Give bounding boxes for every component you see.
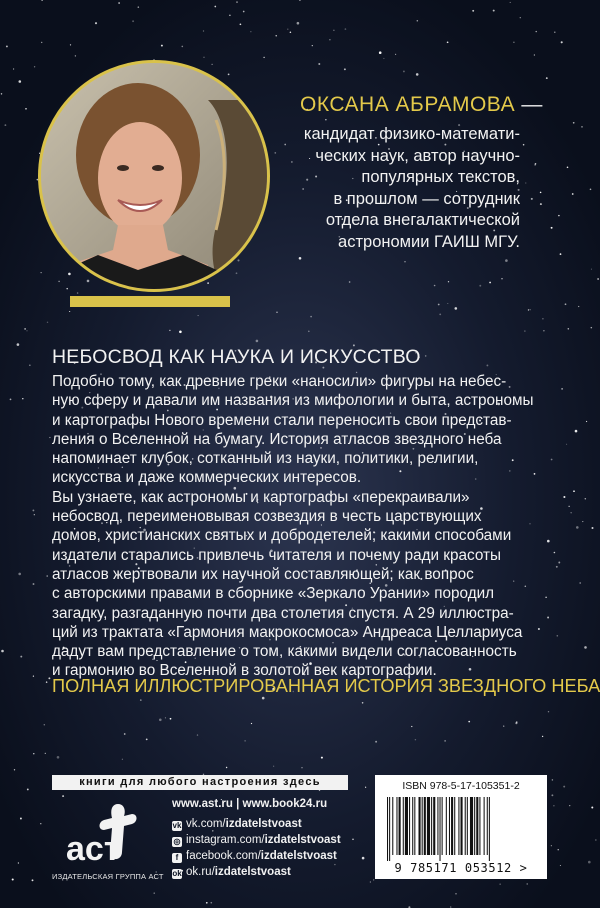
author-bio — [290, 124, 520, 254]
bio-line: астрономии ГАИШ МГУ. — [338, 232, 520, 251]
star — [493, 10, 495, 12]
star — [287, 29, 288, 30]
star — [540, 192, 542, 194]
star — [365, 787, 366, 788]
star — [597, 278, 599, 280]
barcode-bar — [414, 797, 415, 855]
star — [572, 193, 574, 195]
star — [229, 15, 230, 16]
star — [154, 893, 155, 894]
tagline: ПОЛНАЯ ИЛЛЮСТРИРОВАННАЯ ИСТОРИЯ ЗВЕЗДНОГО НЕБА — [52, 676, 600, 696]
ok-icon: ok — [172, 869, 182, 878]
bio-line: в прошлом — сотрудник — [333, 189, 520, 208]
bio-line: отдела внегалактической — [325, 211, 520, 230]
star — [586, 421, 587, 422]
star — [33, 583, 35, 585]
star — [425, 355, 427, 357]
star — [20, 818, 22, 820]
star — [14, 769, 15, 770]
blurb-line: небосвод, переименовывая созвездия в честь царствующих — [52, 508, 482, 526]
star — [308, 331, 310, 333]
barcode-bar — [489, 797, 490, 861]
star — [240, 23, 242, 25]
star — [33, 676, 34, 677]
website-links[interactable]: www.ast.ru | www.book24.ru — [172, 798, 328, 810]
star — [503, 725, 504, 726]
star — [489, 282, 491, 284]
barcode-bar — [465, 797, 466, 855]
star — [527, 883, 528, 884]
star — [588, 861, 591, 864]
star — [46, 681, 48, 683]
star — [275, 35, 276, 36]
barcode-bar — [474, 797, 475, 855]
star — [581, 126, 582, 127]
blurb-line: напоминает клубок, сотканный из науки, политики, религии, — [52, 450, 479, 468]
star — [447, 41, 449, 43]
star — [591, 327, 593, 329]
star — [565, 303, 567, 305]
star — [576, 526, 579, 529]
blurb-line: Подобно тому, как древние греки «наносили» фигуры на небес- — [52, 373, 507, 390]
star — [542, 736, 543, 737]
star — [403, 70, 405, 72]
star — [535, 163, 537, 165]
star — [554, 32, 555, 33]
barcode-bar — [427, 797, 430, 855]
star — [529, 309, 530, 310]
star — [32, 509, 34, 511]
star — [595, 839, 596, 840]
star — [197, 734, 198, 735]
blurb-line: ления о Вселенной на бумагу. История атласов звездного неба — [52, 430, 502, 448]
star — [553, 805, 554, 806]
star — [290, 32, 292, 34]
star — [49, 437, 50, 438]
star — [40, 823, 41, 824]
star — [525, 182, 526, 183]
star — [501, 278, 502, 279]
star — [321, 757, 323, 759]
star — [468, 721, 470, 723]
star — [210, 902, 212, 904]
barcode-bar — [470, 797, 473, 855]
star — [523, 144, 525, 146]
blurb-line: атласов жертвовали их научной составляющей; как вопрос — [52, 565, 474, 583]
star — [27, 788, 29, 790]
star — [4, 124, 6, 126]
star — [585, 498, 586, 499]
star — [540, 203, 542, 205]
isbn-barcode — [375, 775, 547, 879]
star — [575, 430, 578, 433]
star — [161, 45, 163, 47]
star — [57, 756, 60, 759]
star — [24, 328, 26, 330]
star — [568, 328, 570, 330]
star — [33, 753, 34, 754]
star — [416, 73, 419, 76]
star — [236, 1, 238, 3]
star — [203, 57, 204, 58]
barcode-bar — [442, 797, 443, 855]
blurb-line: ций из трактата «Гармония макрокосмоса» Андреаса Целлариуса — [52, 623, 523, 641]
blurb-line: дадут вам представление о том, какими видели согласованность — [52, 643, 517, 661]
star — [486, 364, 488, 366]
star — [77, 292, 79, 294]
star — [591, 806, 593, 808]
barcode-bar — [437, 797, 438, 855]
barcode-bar — [431, 797, 432, 855]
star — [516, 721, 518, 723]
star — [146, 739, 148, 741]
star — [243, 11, 245, 13]
star — [273, 766, 274, 767]
blurb-line: Вы узнаете, как астрономы и картографы «перекраивали» — [52, 488, 470, 506]
star — [25, 108, 27, 110]
star — [34, 66, 35, 67]
social-link-facebook[interactable]: f facebook.com/izdatelstvoast — [172, 850, 337, 863]
star — [567, 167, 569, 169]
barcode-bars — [383, 797, 539, 861]
facebook-icon: f — [172, 853, 182, 863]
star — [536, 31, 537, 32]
star — [312, 45, 313, 46]
star — [578, 306, 579, 307]
star — [513, 42, 515, 44]
star — [310, 316, 312, 318]
star — [500, 884, 501, 885]
section-title: НЕБОСВОД КАК НАУКА И ИСКУССТВО — [52, 346, 421, 368]
barcode-bar — [399, 797, 401, 855]
barcode-bar — [484, 797, 485, 855]
star — [582, 521, 583, 522]
star — [256, 340, 259, 343]
star — [560, 865, 561, 866]
star — [1, 93, 2, 94]
footer-slogan-strip: книги для любого настроения здесь — [52, 775, 348, 790]
star — [41, 42, 42, 43]
barcode-bar — [440, 797, 441, 861]
star — [573, 122, 575, 124]
star — [297, 22, 300, 25]
star — [383, 58, 384, 59]
decorative-gold-bar — [70, 296, 230, 307]
barcode-bar — [479, 797, 480, 855]
barcode-bar — [409, 797, 410, 855]
star — [543, 330, 544, 331]
star — [590, 188, 592, 190]
star — [138, 6, 140, 8]
barcode-bar — [487, 797, 488, 855]
star — [534, 54, 535, 55]
star — [548, 711, 549, 712]
star — [169, 330, 170, 331]
star — [325, 119, 326, 120]
bio-line: популярных текстов, — [361, 168, 520, 187]
star — [140, 699, 142, 701]
star — [505, 259, 508, 262]
star — [20, 656, 22, 658]
barcode-bar — [392, 797, 393, 855]
star — [22, 398, 23, 399]
star — [251, 723, 252, 724]
social-link-ok[interactable]: ok ok.ru/izdatelstvoast — [172, 866, 291, 878]
star — [345, 28, 347, 30]
star — [70, 44, 71, 45]
barcode-bar — [405, 797, 408, 855]
star — [45, 753, 46, 754]
star — [250, 31, 251, 32]
star — [34, 514, 35, 515]
barcode-bar — [454, 797, 455, 855]
star — [75, 55, 76, 56]
star — [118, 2, 120, 4]
barcode-bar — [476, 797, 478, 855]
star — [1, 650, 4, 653]
star — [18, 573, 21, 576]
barcode-bar — [419, 797, 421, 855]
star — [444, 740, 446, 742]
star — [159, 719, 162, 722]
star — [373, 879, 374, 880]
star — [591, 527, 593, 529]
instagram-icon: ◎ — [173, 837, 181, 846]
barcode-bar — [422, 797, 423, 855]
star — [274, 152, 276, 154]
star — [524, 331, 525, 332]
bio-line: ческих наук, автор научно- — [315, 146, 520, 165]
star — [434, 285, 436, 287]
star — [179, 331, 182, 334]
author-name-text: ОКСАНА АБРАМОВА — [300, 93, 516, 116]
star — [203, 30, 204, 31]
star — [276, 312, 277, 313]
star — [472, 10, 474, 12]
barcode-bar — [449, 797, 450, 855]
star — [560, 253, 562, 255]
barcode-bar — [412, 797, 413, 855]
star — [46, 575, 48, 577]
star — [301, 767, 302, 768]
star — [439, 313, 441, 315]
star — [479, 285, 481, 287]
star — [455, 307, 458, 310]
bio-line: кандидат физико-математи- — [303, 125, 520, 143]
star — [19, 80, 22, 83]
blurb-line: издатели старались привлечь читателя и почему ради красоты — [52, 546, 502, 564]
star — [528, 309, 529, 310]
blurb-line: и картографы Нового времени стали переносить свои представ- — [52, 411, 512, 429]
star — [558, 215, 559, 216]
star — [455, 893, 457, 895]
star — [558, 849, 559, 850]
star — [122, 759, 123, 760]
star — [32, 879, 34, 881]
author-photo — [38, 60, 270, 292]
star — [226, 767, 227, 768]
author-name-dash: — — [515, 93, 543, 116]
isbn-number: ISBN 978-5-17-105351-2 — [402, 780, 520, 792]
blurb-line: домов, христианских святых и добродетелей; какими способами — [52, 527, 512, 545]
star — [362, 857, 365, 860]
star — [542, 318, 544, 320]
barcode-bar — [403, 797, 404, 855]
star — [551, 227, 553, 229]
star — [510, 2, 511, 3]
star — [379, 51, 382, 54]
star — [6, 45, 8, 47]
star — [262, 697, 265, 700]
star — [18, 862, 19, 863]
barcode-bar — [389, 797, 390, 861]
star — [62, 795, 64, 797]
star — [344, 68, 346, 70]
star — [395, 54, 396, 55]
barcode-bar — [467, 797, 468, 855]
star — [214, 6, 216, 8]
star — [447, 303, 448, 304]
star — [531, 198, 533, 200]
blurb-line: и гармонию во Вселенной в золотой век картографии. — [52, 662, 437, 680]
vk-icon: vk — [172, 821, 182, 830]
star — [48, 677, 50, 679]
star — [13, 68, 14, 69]
star — [124, 733, 126, 735]
star — [591, 269, 592, 270]
star — [206, 902, 208, 904]
social-link-vk[interactable]: vk vk.com/izdatelstvoast — [172, 818, 302, 830]
blurb-text — [52, 372, 572, 681]
barcode-bar — [458, 797, 459, 855]
blurb-line: ную сферу и давали им названия из мифологии и быта, астрономы — [52, 392, 534, 410]
star — [551, 845, 552, 846]
star — [263, 57, 264, 58]
barcode-bar — [451, 797, 453, 855]
star — [333, 30, 334, 31]
star — [132, 20, 134, 22]
star — [370, 881, 371, 882]
star — [69, 311, 70, 312]
star — [284, 144, 286, 146]
blurb-line: искусства и даже коммерческих интересов. — [52, 469, 362, 487]
star — [44, 724, 45, 725]
star — [26, 330, 27, 331]
blurb-line: загадку, разгаданную почти два столетия спустя. А 29 иллюстра- — [52, 604, 514, 622]
star — [520, 17, 521, 18]
ast-logo — [60, 800, 156, 872]
star — [318, 63, 320, 65]
star — [198, 315, 199, 316]
star — [95, 22, 97, 24]
star — [165, 717, 166, 718]
star — [352, 838, 354, 840]
star — [573, 490, 575, 492]
publisher-label: ИЗДАТЕЛЬСКАЯ ГРУППА АСТ — [52, 872, 164, 881]
barcode-bar — [387, 797, 388, 861]
blurb-line: с авторскими правами в сборнике «Зеркало Урании» породил — [52, 585, 495, 603]
star — [563, 786, 565, 788]
star — [17, 343, 20, 346]
star — [47, 322, 48, 323]
star — [181, 46, 183, 48]
barcode-digits: 9 785171 053512 > — [394, 861, 528, 875]
star — [584, 646, 587, 649]
star — [552, 779, 554, 781]
barcode-bar — [461, 797, 463, 855]
star — [299, 257, 302, 260]
author-name — [300, 93, 543, 117]
logo-text: аст — [66, 830, 121, 868]
star — [417, 20, 419, 22]
star — [546, 77, 548, 79]
social-link-instagram[interactable]: ◎ instagram.com/izdatelstvoast — [173, 834, 341, 846]
star — [569, 805, 570, 806]
star — [438, 304, 440, 306]
star — [170, 718, 172, 720]
star — [411, 726, 412, 727]
star — [415, 739, 416, 740]
barcode-bar — [446, 797, 447, 855]
barcode-bar — [396, 797, 397, 855]
barcode-bar — [433, 797, 435, 855]
star — [579, 582, 581, 584]
barcode-bar — [424, 797, 426, 855]
star — [12, 878, 14, 880]
star — [244, 740, 245, 741]
star — [349, 281, 351, 283]
star — [561, 41, 563, 43]
star — [29, 365, 30, 366]
star — [10, 399, 12, 401]
star — [362, 702, 364, 704]
star — [551, 794, 553, 796]
star — [375, 741, 377, 743]
star — [404, 261, 405, 262]
star — [329, 39, 330, 40]
star — [448, 281, 449, 282]
star — [334, 864, 335, 865]
